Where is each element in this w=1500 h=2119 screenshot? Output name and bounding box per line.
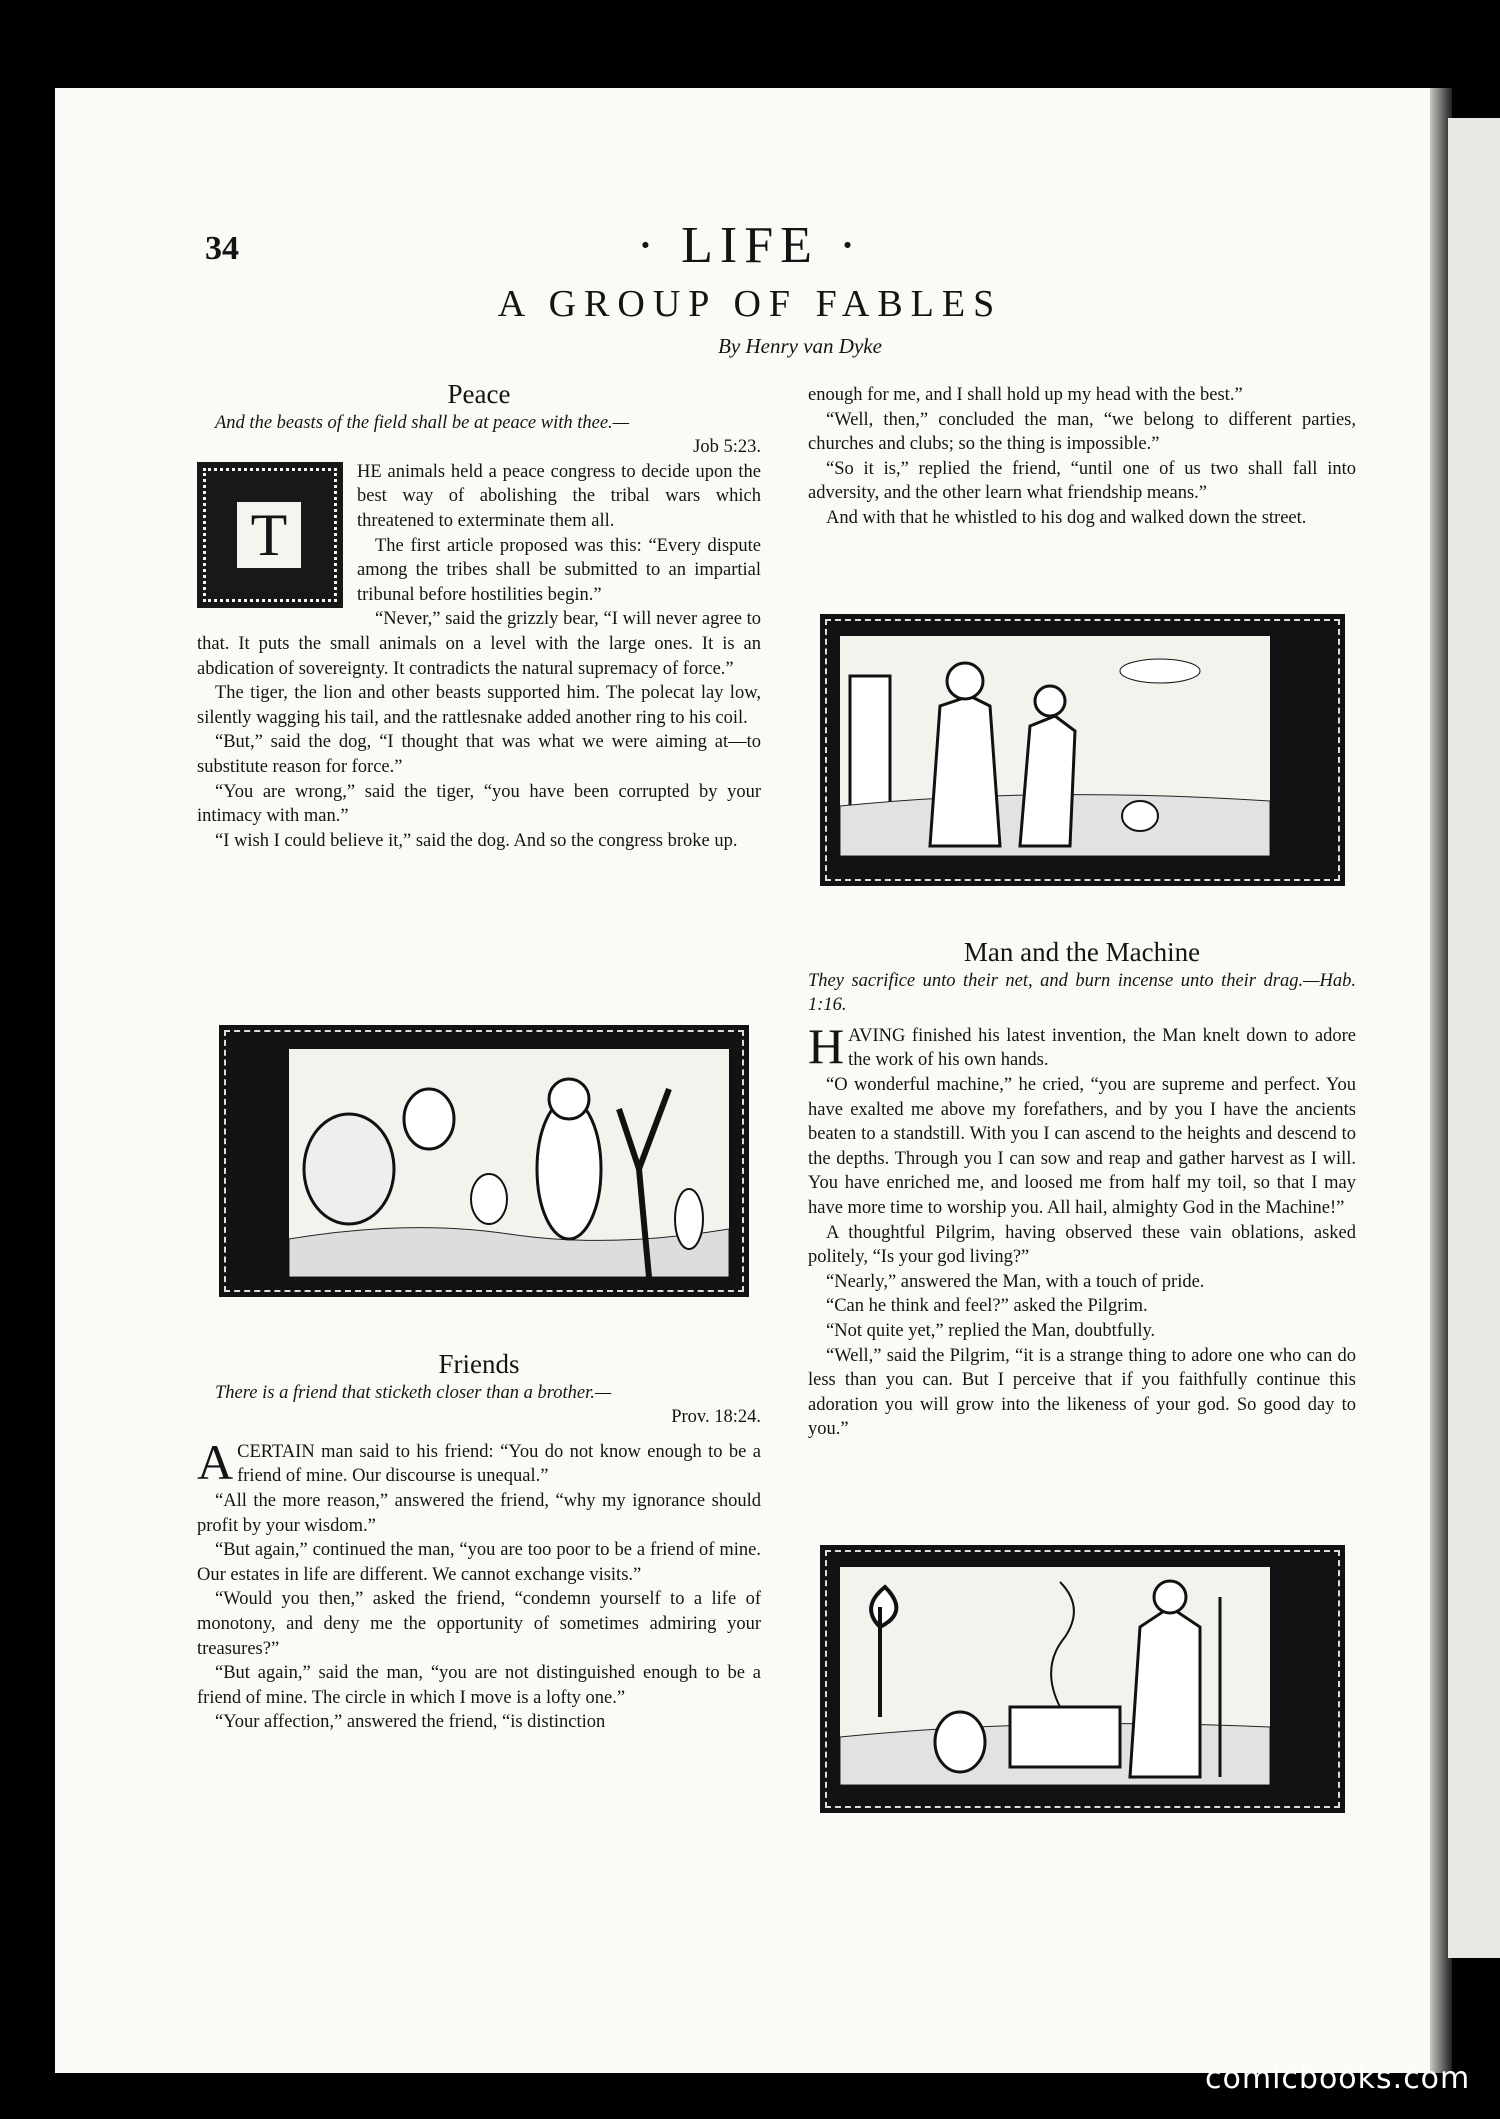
paragraph: “Never,” said the grizzly bear, “I will never agree to that. It puts the small animals on a level with the large ones. It is an abdication of sovereignty. It contradicts the natural supremacy of force.” xyxy=(197,609,761,679)
paragraph: HE animals held a peace congress to decide upon the best way of abolishing the tribal wars which threatened to exterminate them all. xyxy=(357,461,761,531)
illustration-scene xyxy=(287,1047,731,1279)
paragraph: “Would you then,” asked the friend, “condemn yourself to a life of monotony, and deny me the opportunity of sometimes admiring your treasures?” xyxy=(197,1589,761,1659)
illustration-machine xyxy=(820,1545,1345,1813)
initial-letter: H xyxy=(808,1017,845,1074)
initial-letter: A xyxy=(197,1433,234,1490)
paragraph: The first article proposed was this: “Every dispute among the tribes shall be submitted to an impartial tribunal before hostilities begin.” xyxy=(357,535,761,605)
paragraph: “But again,” continued the man, “you are too poor to be a friend of mine. Our estates in life are different. We cannot exchange visits.” xyxy=(197,1540,761,1585)
fable-friends xyxy=(197,1349,761,1735)
paragraph: “So it is,” replied the friend, “until one of us two shall fall into adversity, and the other learn what friendship means.” xyxy=(808,458,1356,504)
page-number: 34 xyxy=(205,230,239,267)
epigraph-source-friends: Prov. 18:24. xyxy=(671,1407,761,1428)
fable-peace xyxy=(197,379,761,853)
illustration-animals xyxy=(219,1025,749,1297)
watermark: comicbooks.com xyxy=(1205,2061,1471,2096)
byline: By Henry van Dyke xyxy=(718,334,882,358)
first-word: AVING xyxy=(848,1025,906,1046)
paragraph: And with that he whistled to his dog and walked down the street. xyxy=(826,507,1307,528)
masthead: · LIFE · xyxy=(636,217,864,274)
paragraph: “Your affection,” answered the friend, “is distinction xyxy=(215,1712,606,1733)
article-title: A GROUP OF FABLES xyxy=(497,283,1003,325)
facing-page-edge xyxy=(1448,118,1500,1958)
epigraph-peace: And the beasts of the field shall be at peace with thee.— xyxy=(215,412,630,433)
paragraph-text: finished his latest invention, the Man knelt down to adore the work of his own hands. xyxy=(848,1025,1356,1071)
heading-machine: Man and the Machine xyxy=(963,937,1201,967)
heading-friends: Friends xyxy=(438,1349,520,1379)
paragraph: “O wonderful machine,” he cried, “you are supreme and perfect. You have exalted me above my forefathers, and by you I have the ancients beaten to a standstill. With you I can ascend to the heights and descend to the depths. Through you I can sow and reap and gather harvest as I will. You have enriched me, and loosed me from half my toil, so that I may have more time to worship you. All hail, almighty God in the Machine!” xyxy=(808,1074,1356,1218)
decorative-dropcap xyxy=(197,462,343,608)
paragraph: A thoughtful Pilgrim, having observed these vain oblations, asked politely, “Is your god living?” xyxy=(808,1222,1356,1268)
friends-drawing xyxy=(840,636,1270,856)
paragraph: “Nearly,” answered the Man, with a touch of pride. xyxy=(826,1271,1205,1292)
animals-drawing xyxy=(289,1049,729,1277)
epigraph-friends: There is a friend that sticketh closer than a brother.— xyxy=(215,1382,612,1403)
paragraph: “All the more reason,” answered the friend, “why my ignorance should profit by your wisdom.” xyxy=(197,1490,761,1536)
paragraph: “Can he think and feel?” asked the Pilgrim. xyxy=(826,1296,1148,1317)
illustration-scene xyxy=(838,634,1272,858)
paragraph: The tiger, the lion and other beasts supported him. The polecat lay low, silently wagging his tail, and the rattlesnake added another ring to his coil. xyxy=(197,683,761,728)
epigraph-source-peace: Job 5:23. xyxy=(693,437,761,458)
dropcap-letter: T xyxy=(237,502,301,568)
paragraph: “I wish I could believe it,” said the dog. And so the congress broke up. xyxy=(215,830,738,851)
paragraph xyxy=(808,1017,1356,1074)
epigraph-machine: They sacrifice unto their net, and burn incense unto their drag.—Hab. 1:16. xyxy=(808,970,1356,1016)
paragraph: “You are wrong,” said the tiger, “you have been corrupted by your intimacy with man.” xyxy=(197,781,761,827)
paragraph: “But,” said the dog, “I thought that was what we were aiming at—to substitute reason for force.” xyxy=(197,732,761,777)
machine-drawing xyxy=(840,1567,1270,1785)
illustration-scene xyxy=(838,1565,1272,1787)
paragraph-text: man said to his friend: “You do not know enough to be a friend of mine. Our discourse is unequal.” xyxy=(237,1441,761,1487)
paragraph: “Well,” said the Pilgrim, “it is a strange thing to adore one who can do less than you can. But I perceive that if you faithfully continue this adoration you will grow into the likeness of your god. So good day to you.” xyxy=(808,1345,1356,1440)
fable-machine xyxy=(808,937,1356,1442)
paragraph: “But again,” said the man, “you are not distinguished enough to be a friend of mine. The circle in which I move is a lofty one.” xyxy=(197,1663,761,1708)
heading-peace: Peace xyxy=(447,379,511,409)
paragraph xyxy=(197,1433,761,1490)
paragraph: “Well, then,” concluded the man, “we belong to different parties, churches and clubs; so the thing is impossible.” xyxy=(808,409,1356,455)
paragraph: enough for me, and I shall hold up my head with the best.” xyxy=(808,385,1243,405)
fable-friends-continued xyxy=(808,383,1356,531)
paragraph: “Not quite yet,” replied the Man, doubtfully. xyxy=(826,1320,1156,1341)
first-word: CERTAIN xyxy=(237,1441,315,1462)
illustration-friends xyxy=(820,614,1345,886)
